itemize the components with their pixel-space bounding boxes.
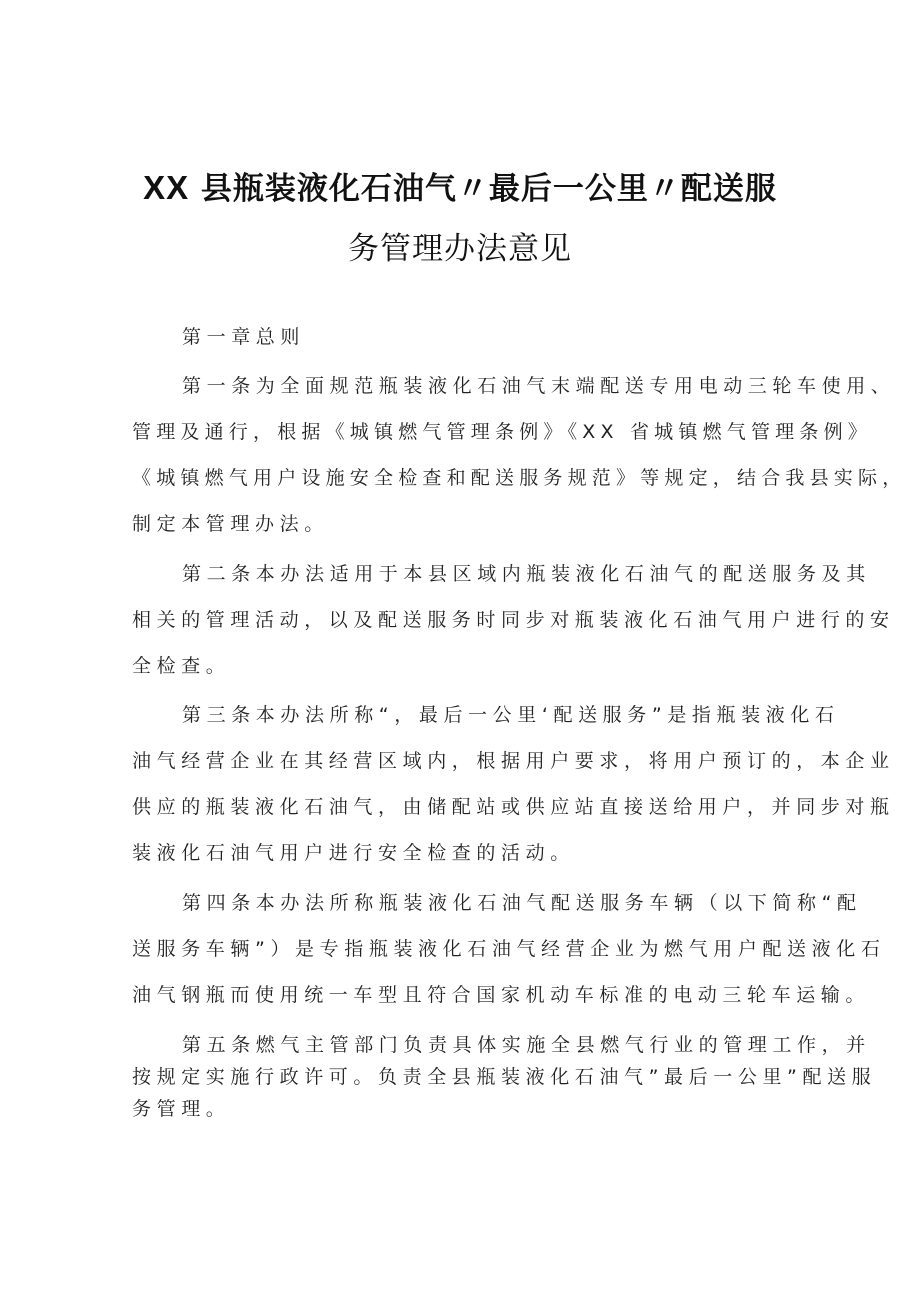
article-5-line-3: 务管理。 xyxy=(132,1098,231,1120)
article-4-line-3: 油气钢瓶而使用统一车型且符合国家机动车标准的电动三轮车运输。 xyxy=(132,984,871,1006)
article-3-line-3: 供应的瓶装液化石油气，由储配站或供应站直接送给用户，并同步对瓶 xyxy=(132,796,895,818)
article-1-line-3: 《城镇燃气用户设施安全检查和配送服务规范》等规定，结合我县实际， xyxy=(132,467,907,489)
title-county-placeholder: XX xyxy=(143,169,190,206)
article-5-line-2: 按规定实施行政许可。负责全县瓶装液化石油气”最后一公里”配送服 xyxy=(132,1066,877,1088)
article-2-line-3: 全检查。 xyxy=(132,655,231,677)
article-5-line-1: 第五条燃气主管部门负责具体实施全县燃气行业的管理工作，并 xyxy=(182,1034,871,1056)
article-1-line-4: 制定本管理办法。 xyxy=(132,513,329,535)
article-3-line-1: 第三条本办法所称“，最后一公里‘配送服务”是指瓶装液化石 xyxy=(182,704,840,726)
chapter-heading: 第一章总则 xyxy=(182,326,306,348)
article-1-line-1: 第一条为全面规范瓶装液化石油气末端配送专用电动三轮车使用、 xyxy=(182,375,896,397)
article-1-line-2: 管理及通行，根据《城镇燃气管理条例》《XX 省城镇燃气管理条例》 xyxy=(132,421,872,443)
document-title-line-2: 务管理办法意见 xyxy=(348,231,572,267)
article-3-line-2: 油气经营企业在其经营区域内，根据用户要求，将用户预订的，本企业 xyxy=(132,750,895,772)
document-title-line-1 xyxy=(0,170,920,207)
article-4-line-2: 送服务车辆”）是专指瓶装液化石油气经营企业为燃气用户配送液化石 xyxy=(132,938,886,960)
article-3-line-4: 装液化石油气用户进行安全检查的活动。 xyxy=(132,842,575,864)
article-4-line-1: 第四条本办法所称瓶装液化石油气配送服务车辆（以下简称“配 xyxy=(182,892,862,914)
article-2-line-2: 相关的管理活动，以及配送服务时同步对瓶装液化石油气用户进行的安 xyxy=(132,609,895,631)
article-2-line-1: 第二条本办法适用于本县区域内瓶装液化石油气的配送服务及其 xyxy=(182,563,871,585)
title-text: 县瓶装液化石油气〃最后一公里〃配送服 xyxy=(189,171,777,207)
